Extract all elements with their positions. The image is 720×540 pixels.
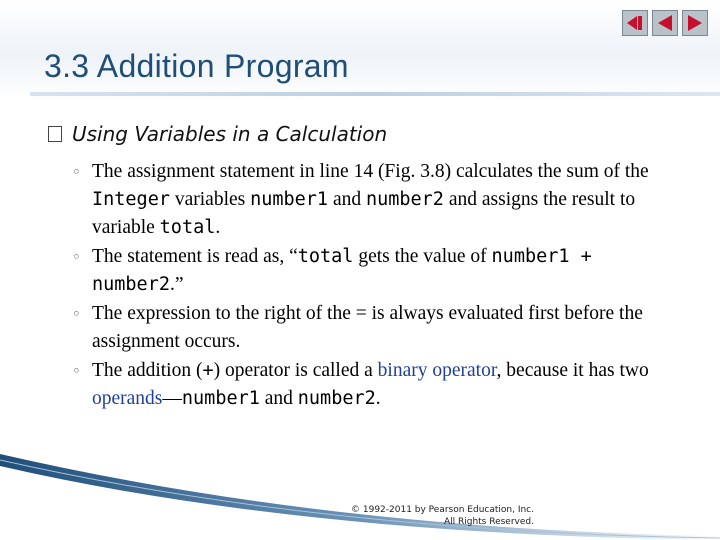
bullet-text: — bbox=[162, 388, 182, 409]
slide-navigation bbox=[622, 10, 708, 36]
title-underline bbox=[30, 92, 720, 96]
bullet-text: The expression to the right of the = is always evaluated first before the assignment occurs. bbox=[92, 303, 643, 352]
bullet-circle-icon: ◦ bbox=[72, 163, 81, 181]
code-text: total bbox=[159, 217, 216, 238]
section-heading-text: Using Variables in a Calculation bbox=[72, 122, 388, 146]
bullet-text: , because it has two bbox=[496, 360, 649, 381]
bullet-circle-icon: ◦ bbox=[72, 248, 81, 266]
copyright-line-2: All Rights Reserved. bbox=[443, 517, 534, 527]
slide-title: 3.3 Addition Program bbox=[44, 48, 349, 84]
bullet-text: and assigns the result to variable bbox=[92, 189, 636, 238]
code-text: total bbox=[297, 246, 354, 267]
bullet-circle-icon: ◦ bbox=[72, 362, 81, 380]
term-text: binary operator bbox=[377, 360, 497, 381]
bullet-item bbox=[72, 300, 687, 356]
bullet-text: . bbox=[215, 217, 221, 238]
bullet-text: and bbox=[259, 388, 298, 409]
next-slide-button[interactable] bbox=[682, 10, 708, 36]
bullet-text: . bbox=[375, 388, 381, 409]
code-text: number2 bbox=[297, 388, 376, 409]
first-slide-icon bbox=[625, 14, 645, 32]
checkbox-bullet-icon bbox=[48, 126, 62, 142]
code-text: number1 + number2 bbox=[92, 246, 592, 295]
bullet-text: The assignment statement in line 14 (Fig. 3.8) calculates the sum of the bbox=[92, 161, 649, 182]
bullet-text: The addition ( bbox=[92, 360, 203, 381]
bullet-list bbox=[72, 158, 687, 414]
previous-slide-icon bbox=[655, 14, 675, 32]
bullet-text: .” bbox=[169, 274, 184, 295]
copyright-line-1: © 1992-2011 by Pearson Education, Inc. bbox=[351, 505, 534, 515]
bullet-text: The statement is read as, “ bbox=[92, 246, 298, 267]
section-heading bbox=[48, 122, 387, 146]
bullet-item bbox=[72, 243, 687, 299]
bullet-circle-icon: ◦ bbox=[72, 305, 81, 323]
previous-slide-button[interactable] bbox=[652, 10, 678, 36]
bullet-text: and bbox=[328, 189, 366, 210]
code-text: Integer bbox=[92, 189, 170, 210]
code-text: number1 bbox=[181, 388, 260, 409]
first-slide-button[interactable] bbox=[622, 10, 648, 36]
bullet-text: ) operator is called a bbox=[213, 360, 378, 381]
bullet-item bbox=[72, 158, 687, 242]
bullet-text: gets the value of bbox=[353, 246, 492, 267]
bullet-text: variables bbox=[169, 189, 251, 210]
term-text: operands bbox=[92, 388, 163, 409]
copyright-notice bbox=[351, 504, 534, 528]
code-text: + bbox=[202, 360, 214, 381]
code-text: number2 bbox=[365, 189, 444, 210]
bullet-item bbox=[72, 357, 687, 413]
next-slide-icon bbox=[685, 14, 705, 32]
code-text: number1 bbox=[250, 189, 329, 210]
